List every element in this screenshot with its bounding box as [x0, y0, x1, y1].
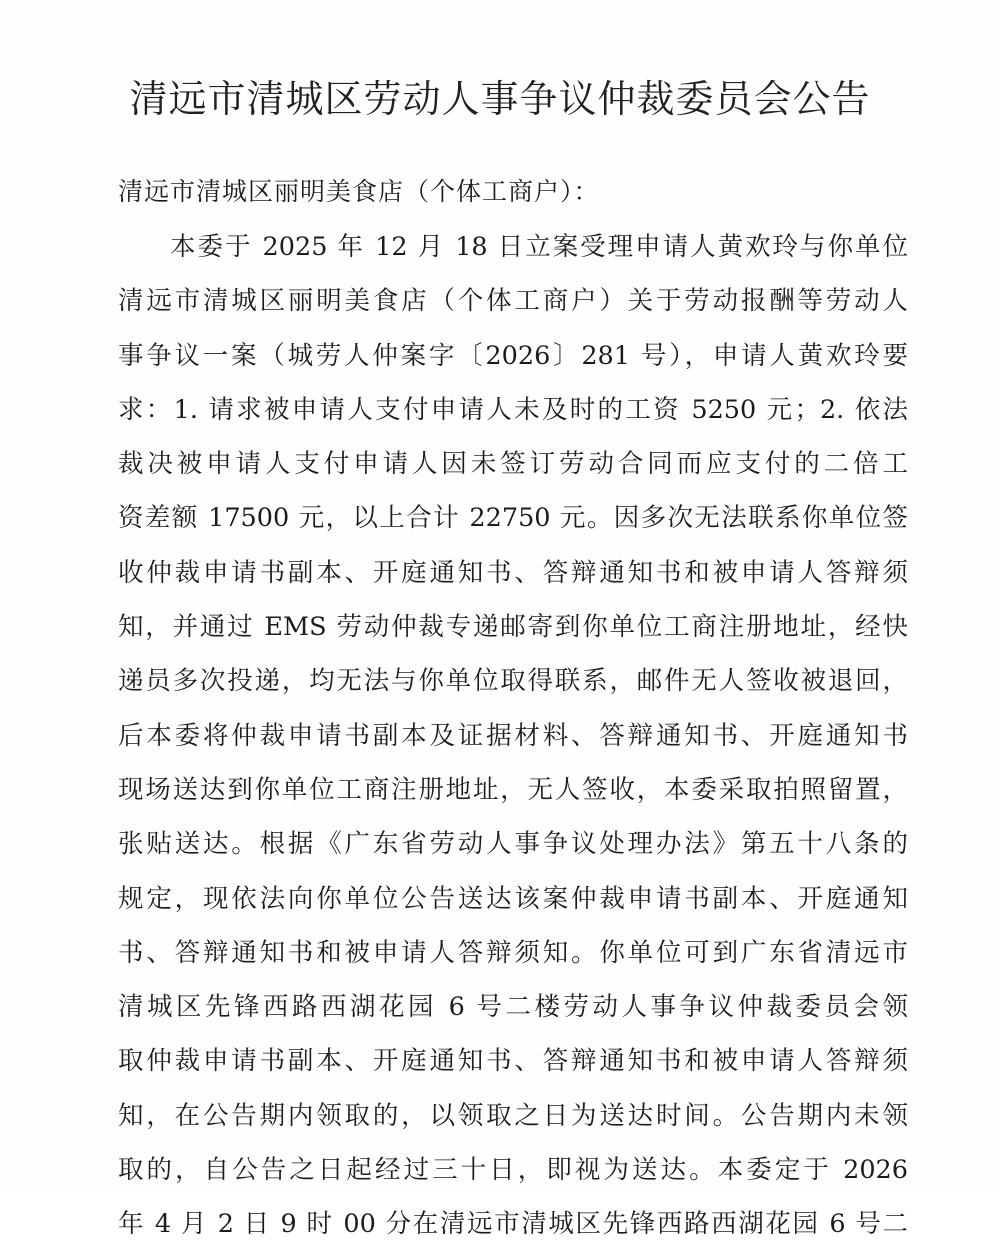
notice-title: 清远市清城区劳动人事争议仲裁委员会公告 [129, 77, 871, 121]
body-line: 现场送达到你单位工商注册地址，无人签收，本委采取拍照留置， [118, 774, 908, 805]
body-line: 收仲裁申请书副本、开庭通知书、答辩通知书和被申请人答辩须 [118, 557, 908, 588]
notice-body [118, 220, 908, 1252]
body-line: 知，在公告期内领取的，以领取之日为送达时间。公告期内未领 [118, 1100, 908, 1131]
notice-addressee: 清远市清城区丽明美食店（个体工商户）： [118, 177, 600, 206]
body-line: 事争议一案（城劳人仲案字〔2026〕281 号），申请人黄欢玲要 [118, 340, 908, 371]
body-line: 后本委将仲裁申请书副本及证据材料、答辩通知书、开庭通知书 [118, 720, 908, 751]
body-line: 张贴送达。根据《广东省劳动人事争议处理办法》第五十八条的 [118, 829, 908, 860]
body-line: 书、答辩通知书和被申请人答辩须知。你单位可到广东省清远市 [118, 937, 908, 968]
body-line: 知，并通过 EMS 劳动仲裁专递邮寄到你单位工商注册地址，经快 [118, 612, 908, 643]
body-line: 资差额 17500 元，以上合计 22750 元。因多次无法联系你单位签 [118, 503, 908, 534]
body-line: 清远市清城区丽明美食店（个体工商户）关于劳动报酬等劳动人 [118, 286, 908, 317]
body-line: 递员多次投递，均无法与你单位取得联系，邮件无人签收被退回， [118, 666, 908, 697]
body-line: 取的，自公告之日起经过三十日，即视为送达。本委定于 2026 [118, 1155, 908, 1186]
body-line: 取仲裁申请书副本、开庭通知书、答辩通知书和被申请人答辩须 [118, 1046, 908, 1077]
body-line: 规定，现依法向你单位公告送达该案仲裁申请书副本、开庭通知 [118, 883, 908, 914]
body-line: 裁决被申请人支付申请人因未签订劳动合同而应支付的二倍工 [118, 449, 908, 480]
body-line: 求：1. 请求被申请人支付申请人未及时的工资 5250 元；2. 依法 [118, 394, 908, 425]
body-line: 年 4 月 2 日 9 时 00 分在清远市清城区先锋西路西湖花园 6 号二 [118, 1209, 908, 1240]
body-line: 本委于 2025 年 12 月 18 日立案受理申请人黄欢玲与你单位 [170, 232, 908, 262]
body-line: 清城区先锋西路西湖花园 6 号二楼劳动人事争议仲裁委员会领 [118, 992, 908, 1023]
